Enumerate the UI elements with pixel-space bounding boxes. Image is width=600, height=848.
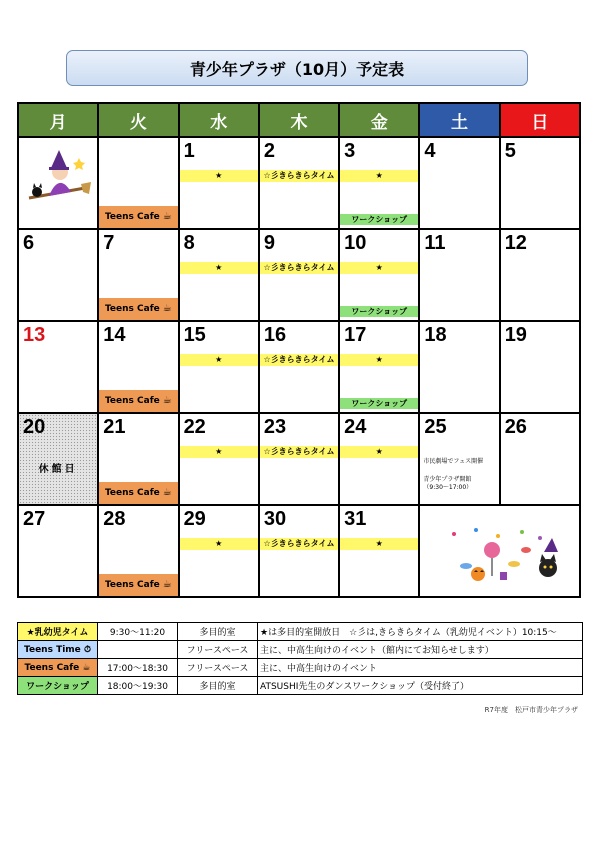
legend-name: Teens Time — [24, 644, 81, 655]
teens-cafe-label: Teens Cafe — [104, 212, 160, 222]
calendar-cell — [18, 505, 98, 597]
day-number: 23 — [263, 416, 287, 438]
calendar-cell — [259, 505, 339, 597]
page-title: 青少年プラザ（10月）予定表 — [66, 50, 528, 86]
legend-place: 多目的室 — [178, 623, 258, 641]
open-note: 青少年プラザ開館 — [423, 476, 472, 483]
day-number: 19 — [504, 324, 527, 346]
day-number: 29 — [183, 508, 206, 530]
day-number: 2 — [263, 140, 275, 162]
kirakira-time-badge: ☆彡きらきらタイム — [260, 538, 338, 550]
legend-time: 18:00～19:30 — [98, 677, 178, 695]
calendar-grid — [17, 102, 581, 598]
legend-place: フリースペース — [178, 659, 258, 677]
calendar-week — [18, 413, 580, 505]
calendar-cell — [259, 321, 339, 413]
day-number: 20 — [23, 416, 46, 438]
day-number: 16 — [263, 324, 287, 346]
calendar-cell — [98, 229, 178, 321]
kirakira-time-badge: ☆彡きらきらタイム — [260, 354, 338, 366]
weekday-thu: 木 — [259, 103, 339, 137]
legend-name-cell — [18, 641, 98, 659]
calendar-cell — [179, 505, 259, 597]
day-number: 15 — [183, 324, 206, 346]
toddler-open-star: ★ — [180, 262, 258, 274]
legend-name-cell — [18, 659, 98, 677]
calendar-cell — [339, 505, 419, 597]
day-number: 25 — [424, 416, 447, 438]
day-number: 3 — [344, 140, 356, 162]
kirakira-time-badge: ☆彡きらきらタイム — [260, 170, 338, 182]
toddler-open-star: ★ — [340, 354, 418, 366]
cup-icon: ☕ — [82, 662, 91, 673]
day-number: 1 — [183, 140, 195, 162]
legend-row — [18, 641, 583, 659]
calendar-cell — [419, 137, 499, 229]
teens-cafe-label: Teens Cafe — [104, 396, 160, 406]
stopwatch-icon: ⏱ — [83, 644, 91, 655]
day-number: 14 — [103, 324, 126, 346]
halloween-illustration — [444, 524, 566, 586]
day-number: 12 — [504, 232, 527, 254]
day-number: 24 — [344, 416, 367, 438]
calendar-cell — [339, 137, 419, 229]
legend-name: Teens Cafe — [24, 662, 80, 673]
day-number-holiday: 13 — [23, 324, 46, 346]
calendar-cell — [179, 413, 259, 505]
legend-row — [18, 659, 583, 677]
calendar-cell — [179, 137, 259, 229]
day-number: 17 — [344, 324, 367, 346]
cup-icon: ☕ — [162, 487, 172, 498]
calendar-cell-illustration — [419, 505, 580, 597]
calendar-cell — [259, 137, 339, 229]
calendar-cell — [339, 321, 419, 413]
day-number: 22 — [183, 416, 206, 438]
day-number: 18 — [424, 324, 447, 346]
day-number: 4 — [424, 140, 436, 162]
calendar-cell — [179, 321, 259, 413]
workshop-badge: ワークショップ — [340, 214, 418, 225]
day-number: 11 — [424, 232, 446, 254]
legend-time: 9:30～11:20 — [98, 623, 178, 641]
calendar-cell — [259, 413, 339, 505]
legend-place: 多目的室 — [178, 677, 258, 695]
witch-illustration — [23, 148, 93, 212]
calendar-cell — [500, 413, 580, 505]
open-hours-note: （9:30～17:00） — [423, 484, 473, 491]
day-number: 30 — [263, 508, 287, 530]
workshop-badge: ワークショップ — [340, 306, 418, 317]
weekday-fri: 金 — [339, 103, 419, 137]
calendar-cell — [419, 413, 499, 505]
weekday-sun: 日 — [500, 103, 580, 137]
day-number: 6 — [23, 232, 35, 254]
cup-icon: ☕ — [162, 303, 172, 314]
legend-row — [18, 677, 583, 695]
calendar-cell — [419, 229, 499, 321]
calendar-cell — [98, 505, 178, 597]
calendar-cell-empty — [18, 137, 98, 229]
teens-cafe-badge — [99, 482, 177, 504]
day-number: 5 — [504, 140, 516, 162]
teens-cafe-badge — [99, 298, 177, 320]
teens-cafe-label: Teens Cafe — [104, 488, 160, 498]
legend-table — [17, 622, 583, 695]
workshop-badge: ワークショップ — [340, 398, 418, 409]
teens-cafe-label: Teens Cafe — [104, 580, 160, 590]
calendar-cell — [259, 229, 339, 321]
day-number: 28 — [103, 508, 126, 530]
weekday-sat: 土 — [419, 103, 499, 137]
calendar-cell — [179, 229, 259, 321]
teens-cafe-label: Teens Cafe — [104, 304, 160, 314]
day-number: 9 — [263, 232, 275, 254]
day-number: 7 — [103, 232, 115, 254]
cup-icon: ☕ — [162, 395, 172, 406]
toddler-open-star: ★ — [180, 538, 258, 550]
toddler-open-star: ★ — [180, 170, 258, 182]
calendar-week — [18, 505, 580, 597]
calendar-cell — [500, 321, 580, 413]
calendar-week — [18, 321, 580, 413]
calendar-cell — [419, 321, 499, 413]
kirakira-time-badge: ☆彡きらきらタイム — [260, 446, 338, 458]
calendar-week — [18, 137, 580, 229]
legend-description: ATSUSHI先生のダンスワークショップ（受付終了） — [258, 677, 583, 695]
kirakira-time-badge: ☆彡きらきらタイム — [260, 262, 338, 274]
calendar-cell — [339, 229, 419, 321]
day-number: 26 — [504, 416, 527, 438]
calendar-cell — [500, 137, 580, 229]
closed-label: 休館日 — [38, 464, 78, 475]
toddler-open-star: ★ — [340, 170, 418, 182]
teens-cafe-badge — [99, 206, 177, 228]
day-number: 27 — [23, 508, 46, 530]
weekday-header-row — [18, 103, 580, 137]
legend-row — [18, 623, 583, 641]
calendar-cell — [500, 229, 580, 321]
footer-credit: R7年度 松戸市青少年プラザ — [484, 706, 578, 714]
calendar-cell-closed — [18, 413, 98, 505]
cup-icon: ☕ — [162, 211, 172, 222]
legend-name: ★乳幼児タイム — [18, 623, 98, 641]
calendar-cell — [98, 321, 178, 413]
calendar-cell — [18, 321, 98, 413]
toddler-open-star: ★ — [180, 446, 258, 458]
toddler-open-star: ★ — [340, 538, 418, 550]
day-number: 31 — [344, 508, 367, 530]
legend-description: 主に、中高生向けのイベント（館内にてお知らせします） — [258, 641, 583, 659]
calendar-cell — [98, 137, 178, 229]
calendar-cell — [98, 413, 178, 505]
day-number: 10 — [344, 232, 367, 254]
day-number: 21 — [103, 416, 126, 438]
toddler-open-star: ★ — [340, 446, 418, 458]
teens-cafe-badge — [99, 574, 177, 596]
calendar-week — [18, 229, 580, 321]
legend-place: フリースペース — [178, 641, 258, 659]
teens-cafe-badge — [99, 390, 177, 412]
calendar-cell — [18, 229, 98, 321]
legend-description: ★は多目的室開放日 ☆彡は,きらきらタイム（乳幼児イベント）10:15～ — [258, 623, 583, 641]
legend-time — [98, 641, 178, 659]
weekday-wed: 水 — [179, 103, 259, 137]
calendar-cell — [339, 413, 419, 505]
legend-time: 17:00～18:30 — [98, 659, 178, 677]
day-number: 8 — [183, 232, 195, 254]
legend-name: ワークショップ — [18, 677, 98, 695]
cup-icon: ☕ — [162, 579, 172, 590]
toddler-open-star: ★ — [340, 262, 418, 274]
toddler-open-star: ★ — [180, 354, 258, 366]
weekday-mon: 月 — [18, 103, 98, 137]
weekday-tue: 火 — [98, 103, 178, 137]
fes-note: 市民劇場でフェス開催 — [423, 458, 484, 465]
legend-description: 主に、中高生向けのイベント — [258, 659, 583, 677]
